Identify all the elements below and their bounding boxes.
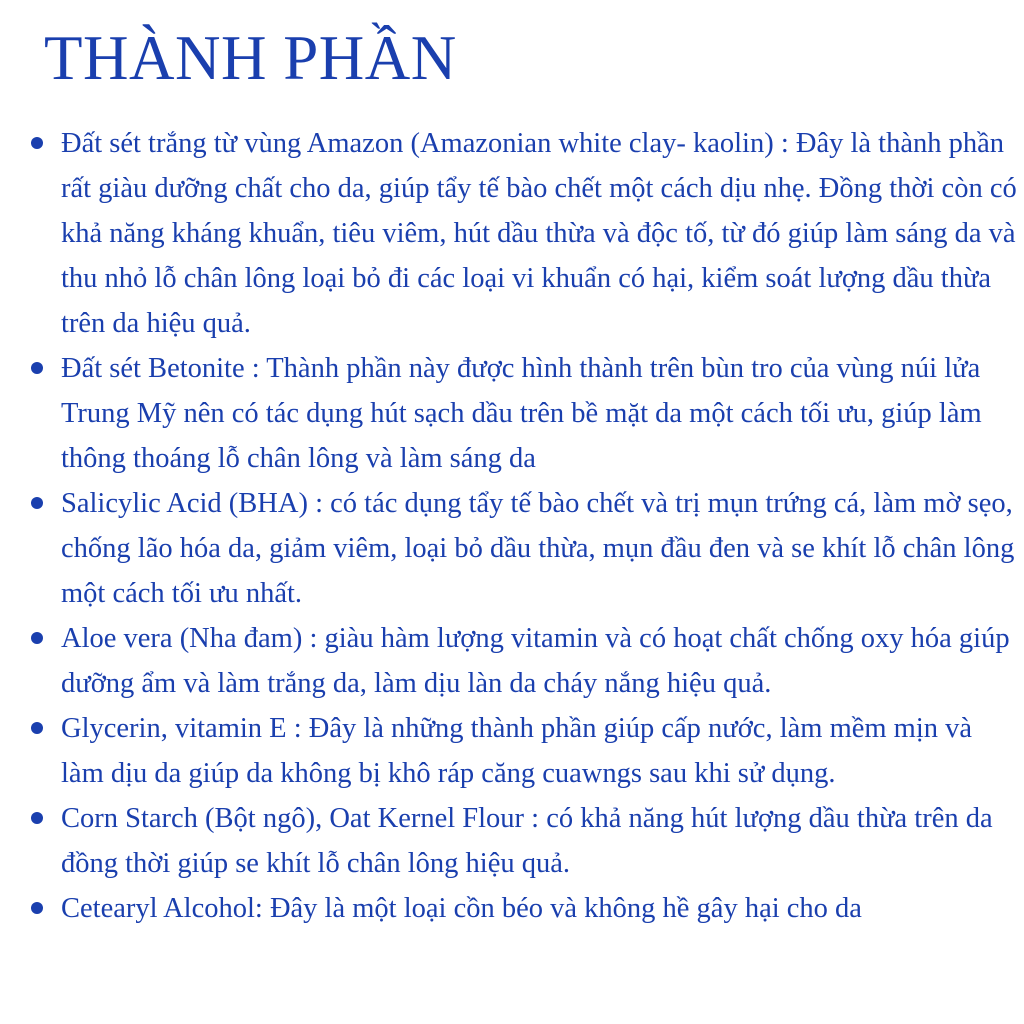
list-item-text: Salicylic Acid (BHA) : có tác dụng tẩy tế bào chết và trị mụn trứng cá, làm mờ sẹo, chống lão hóa da, giảm viêm, loại bỏ dầu thừa, mụn đầu đen và se khít lỗ chân lông một cách tối ưu nhất. <box>61 488 1015 609</box>
bullet-icon <box>31 137 43 149</box>
list-item-text: Đất sét trắng từ vùng Amazon (Amazonian white clay- kaolin) : Đây là thành phần rất giàu dưỡng chất cho da, giúp tẩy tế bào chết một cách dịu nhẹ. Đồng thời còn có khả năng kháng khuẩn, tiêu viêm, hút dầu thừa và độc tố, từ đó giúp làm sáng da và thu nhỏ lỗ chân lông loại bỏ đi các loại vi khuẩn có hại, kiểm soát lượng dầu thừa trên da hiệu quả. <box>61 128 1017 339</box>
ingredients-list <box>0 121 1024 931</box>
list-item-text: Đất sét Betonite : Thành phần này được hình thành trên bùn tro của vùng núi lửa Trung Mỹ nên có tác dụng hút sạch dầu trên bề mặt da một cách tối ưu, giúp làm thông thoáng lỗ chân lông và làm sáng da <box>61 353 982 474</box>
list-item-text: Corn Starch (Bột ngô), Oat Kernel Flour : có khả năng hút lượng dầu thừa trên da đồng thời giúp se khít lỗ chân lông hiệu quả. <box>61 803 993 879</box>
page-title: THÀNH PHẦN <box>44 23 457 93</box>
list-item-text: Glycerin, vitamin E : Đây là những thành phần giúp cấp nước, làm mềm mịn và làm dịu da giúp da không bị khô ráp căng cuawngs sau khi sử dụng. <box>61 713 973 789</box>
list-item-text: Aloe vera (Nha đam) : giàu hàm lượng vitamin và có hoạt chất chống oxy hóa giúp dưỡng ẩm và làm trắng da, làm dịu làn da cháy nắng hiệu quả. <box>61 623 1010 699</box>
list-item-cetearyl-alcohol <box>0 886 1024 931</box>
list-item-bentonite <box>0 346 1024 481</box>
bullet-icon <box>31 812 43 824</box>
bullet-icon <box>31 902 43 914</box>
list-item-corn-starch <box>0 796 1024 886</box>
bullet-icon <box>31 497 43 509</box>
bullet-icon <box>31 722 43 734</box>
list-item-kaolin <box>0 121 1024 346</box>
list-item-text: Cetearyl Alcohol: Đây là một loại cồn béo và không hề gây hại cho da <box>61 893 862 924</box>
list-item-aloe-vera <box>0 616 1024 706</box>
list-item-salicylic-acid <box>0 481 1024 616</box>
list-item-glycerin-vitamin-e <box>0 706 1024 796</box>
bullet-icon <box>31 632 43 644</box>
bullet-icon <box>31 362 43 374</box>
